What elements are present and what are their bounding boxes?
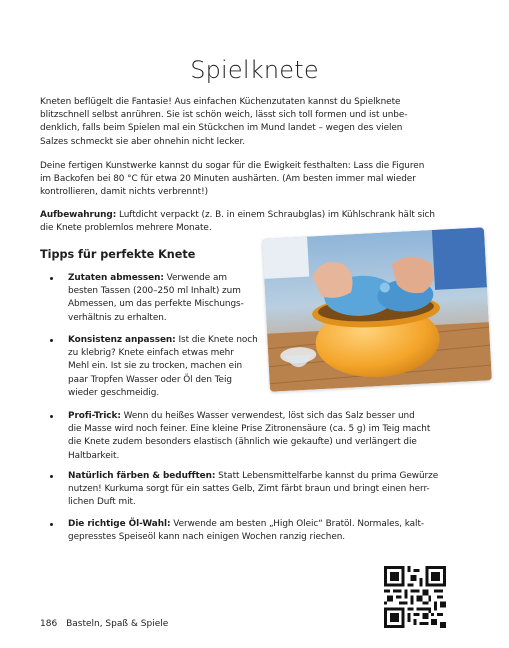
list-item — [52, 518, 424, 544]
tip-text — [52, 410, 430, 463]
intro-line: Kneten beflügelt die Fantasie! Aus einfachen Küchenzutaten kannst du Spielknete — [40, 97, 401, 107]
tip-line: lichen Duft mit. — [68, 497, 136, 508]
baking-line: Deine fertigen Kunstwerke kannst du sogar für die Ewigkeit festhalten: Lass die Figuren — [40, 161, 425, 171]
tip-line: wieder geschmeidig. — [68, 387, 160, 398]
tip-label: Natürlich färben & bedufften: — [68, 471, 216, 481]
tip-line: paar Tropfen Wasser oder Öl den Teig — [68, 374, 232, 385]
list-item — [52, 272, 244, 325]
tip-text — [52, 272, 244, 325]
tip-line: die Knete zudem besonders elastisch (ähnlich wie gekaufte) und verlängert die — [68, 437, 417, 448]
baking-paragraph — [40, 160, 470, 200]
bullet — [50, 277, 53, 280]
bullet — [50, 415, 53, 418]
intro-line: blitzschnell selbst anrühren. Sie ist schön weich, lässt sich toll formen und ist unbe- — [40, 110, 408, 121]
storage-label: Aufbewahrung: — [40, 210, 117, 220]
page-footer — [40, 619, 168, 629]
list-item — [52, 334, 258, 400]
page-number: 186 — [40, 619, 58, 629]
tip-line: Verwende am — [163, 273, 227, 283]
tip-label: Zutaten abmessen: — [68, 273, 164, 283]
section-name: Basteln, Spaß & Spiele — [66, 619, 169, 629]
tips-heading: Tipps für perfekte Knete — [40, 248, 196, 261]
intro-line: Salzes schmeckt sie aber ohnehin nicht lecker. — [40, 136, 246, 147]
tip-text — [52, 518, 424, 544]
tip-line: Mehl ein. Ist sie zu trocken, machen ein — [68, 361, 243, 372]
storage-text: Luftdicht verpackt (z. B. in einem Schraubglas) im Kühlschrank hält sich — [116, 210, 435, 220]
tip-line: besten Tassen (200–250 ml Inhalt) zum — [68, 286, 241, 297]
qr-code[interactable] — [384, 566, 446, 628]
tip-line: verhältnis zu erhalten. — [68, 312, 167, 323]
tip-line: Abmessen, um das perfekte Mischungs- — [68, 299, 244, 310]
tip-line: Haltbarkeit. — [68, 450, 120, 461]
tip-text — [52, 334, 258, 400]
list-item — [52, 410, 430, 463]
tip-line: Ist die Knete noch — [175, 335, 258, 345]
bullet — [50, 523, 53, 526]
tip-line: die Masse wird noch feiner. Eine kleine Prise Zitronensäure (ca. 5 g) im Teig macht — [68, 424, 431, 435]
tip-line: nutzen! Kurkuma sorgt für ein sattes Gelb, Zimt färbt braun und bringt einen herr- — [68, 484, 430, 495]
tip-text — [52, 470, 438, 510]
baking-line: kontrollieren, damit nichts verbrennt!) — [40, 187, 208, 198]
bullet — [50, 475, 53, 478]
tip-label: Konsistenz anpassen: — [68, 335, 176, 345]
tip-line: Verwende am besten „High Oleic“ Bratöl. Normales, kalt- — [170, 519, 425, 529]
tip-label: Profi-Trick: — [68, 411, 121, 421]
kneading-photo — [262, 227, 492, 391]
page-title: Spielknete — [190, 56, 319, 84]
storage-line: die Knete problemlos mehrere Monate. — [40, 223, 212, 234]
tip-line: gepresstes Speiseöl kann nach einigen Wochen ranzig riechen. — [68, 532, 346, 543]
bullet — [50, 339, 53, 342]
tip-line: Wenn du heißes Wasser verwendest, löst sich das Salz besser und — [120, 411, 415, 421]
baking-line: im Backofen bei 80 °C für etwa 20 Minuten aushärten. (Am besten immer mal wieder — [40, 174, 416, 185]
intro-paragraph — [40, 96, 470, 149]
list-item — [52, 470, 438, 510]
tip-line: Statt Lebensmittelfarbe kannst du prima Gewürze — [215, 471, 439, 481]
tip-label: Die richtige Öl-Wahl: — [68, 519, 171, 529]
storage-line — [40, 209, 470, 222]
tip-line: zu klebrig? Knete einfach etwas mehr — [68, 348, 234, 359]
intro-line: denklich, falls beim Spielen mal ein Stückchen im Mund landet – wegen des vielen — [40, 123, 403, 134]
